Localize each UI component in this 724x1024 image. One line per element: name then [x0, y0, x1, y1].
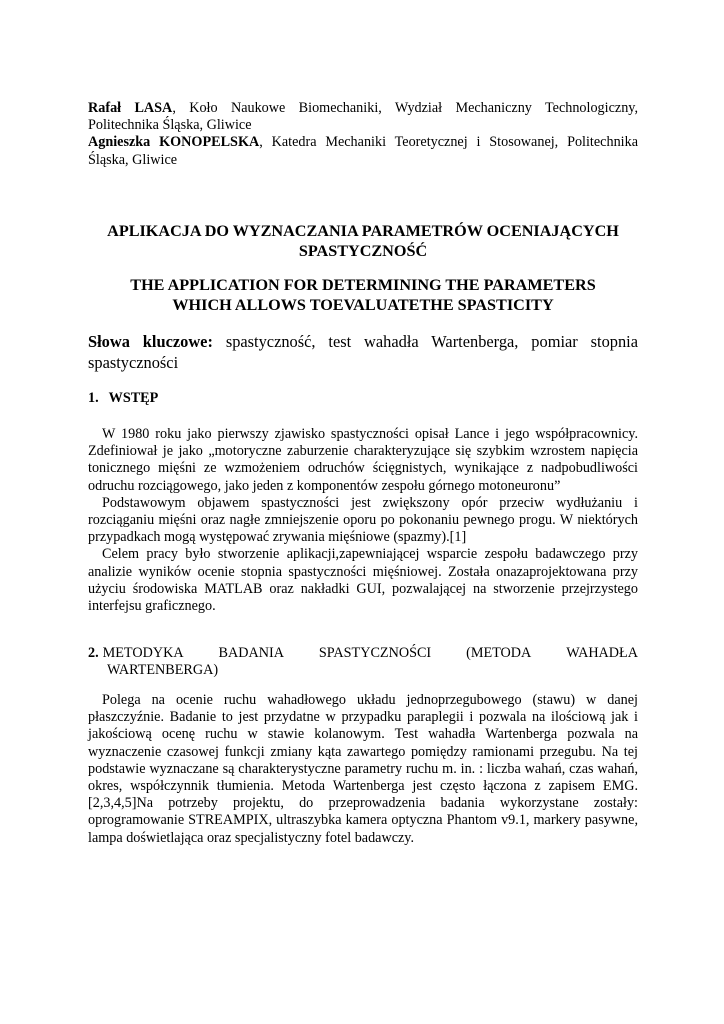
section-1-number: 1. — [88, 390, 99, 406]
section-2-title-word-3: SPASTYCZNOŚCI — [318, 645, 432, 661]
section-2-body — [88, 692, 638, 847]
section-2-number: 2. — [88, 645, 99, 661]
author-1 — [88, 100, 638, 134]
section-2-title-word-1-wrap — [88, 645, 184, 662]
title-english — [88, 276, 638, 315]
section-1-heading — [88, 390, 158, 407]
section-1-paragraph-1: W 1980 roku jako pierwszy zjawisko spastyczności opisał Lance i jego współpracownicy. Zdefiniował je jako „motoryczne zaburzenie charakteryzujące się szybkim wzrostem napięcia tonicznego mięśni ze wzmożeniem odruchów ścięgnistych, wynikające z nadpobudliwości odruchu rozciągowego, jako jeden z komponentów zespołu górnego motoneuronu” — [88, 426, 638, 494]
section-2-title-word-1: METODYKA — [102, 645, 184, 661]
section-1-paragraph-3: Celem pracy było stworzenie aplikacji,zapewniającej wsparcie zespołu badawczego przy analizie wyników ocenie stopnia spastyczności mięśniowej. Została onazaprojektowana przy użyciu środowiska MATLAB oraz nakładki GUI, pozwalającej na stworzenie przejrzystego interfejsu graficznego. — [88, 546, 638, 615]
author-2-name: Agnieszka KONOPELSKA — [88, 134, 260, 151]
section-2-paragraph-1: Polega na ocenie ruchu wahadłowego układu jednoprzegubowego (stawu) w danej płaszczyźnie. Badanie to jest przydatne w przypadku paraplegii i pozwala na ilościową jak i jakościową ocenę ruchu w stawie kolanowym. Test wahadła Wartenberga pozwala na wyznaczenie czasowej funkcji zmiany kąta zawartego pomiędzy ramionami przegubu. Na tej podstawie wyznaczane są charakterystyczne parametry ruchu m. in. : liczba wahań, czas wahań, okres, współczynnik tłumienia. Metoda Wartenberga jest często łączona z zapisem EMG. [2,3,4,5]Na potrzeby projektu, do przeprowadzenia badania wykorzystane zostały: oprogramowanie STREAMPIX, ultraszybka kamera optyczna Phantom v9.1, markery pasywne, lampa doświetlająca oraz specjalistyczny fotel badawczy. — [88, 692, 638, 846]
author-1-name: Rafał LASA — [88, 100, 173, 116]
title-polish — [88, 222, 638, 261]
section-2-title-word-5: WAHADŁA — [566, 645, 638, 661]
title-english-line-1: THE APPLICATION FOR DETERMINING THE PARAMETERS — [130, 276, 596, 294]
title-english-line-2: WHICH ALLOWS TOEVALUATETHE SPASTICITY — [172, 295, 554, 314]
author-2 — [88, 134, 638, 168]
author-block — [88, 100, 638, 169]
title-polish-line-1: APLIKACJA DO WYZNACZANIA PARAMETRÓW OCENIAJĄCYCH — [107, 222, 619, 240]
author-2-affiliation: , Katedra Mechaniki Teoretycznej i Stosowanej, Politechnika Śląska, Gliwice — [88, 134, 638, 168]
title-polish-line-2: SPASTYCZNOŚĆ — [298, 241, 428, 260]
section-2-heading — [88, 645, 638, 679]
section-1-body — [88, 426, 638, 615]
section-1-title: WSTĘP — [108, 390, 159, 406]
author-1-affiliation: , Koło Naukowe Biomechaniki, Wydział Mechaniczny Technologiczny, Politechnika Śląska, Gliwice — [88, 100, 639, 134]
section-1-paragraph-2: Podstawowym objawem spastyczności jest zwiększony opór przeciw wydłużaniu i rozciąganiu mięśni oraz nagłe zmniejszenie oporu po pokonaniu pewnego progu. W niektórych przypadkach mogą występować zrywania mięśniowe (spazmy).[1] — [88, 494, 638, 546]
keywords-label: Słowa kluczowe: — [88, 332, 213, 351]
section-2-title-word-2: BADANIA — [218, 645, 284, 661]
section-2-title-continuation: WARTENBERGA) — [107, 662, 219, 678]
keywords — [88, 331, 638, 373]
section-2-title-word-4: (METODA — [466, 645, 532, 661]
keywords-text: spastyczność, test wahadła Wartenberga, pomiar stopnia spastyczności — [88, 332, 638, 372]
